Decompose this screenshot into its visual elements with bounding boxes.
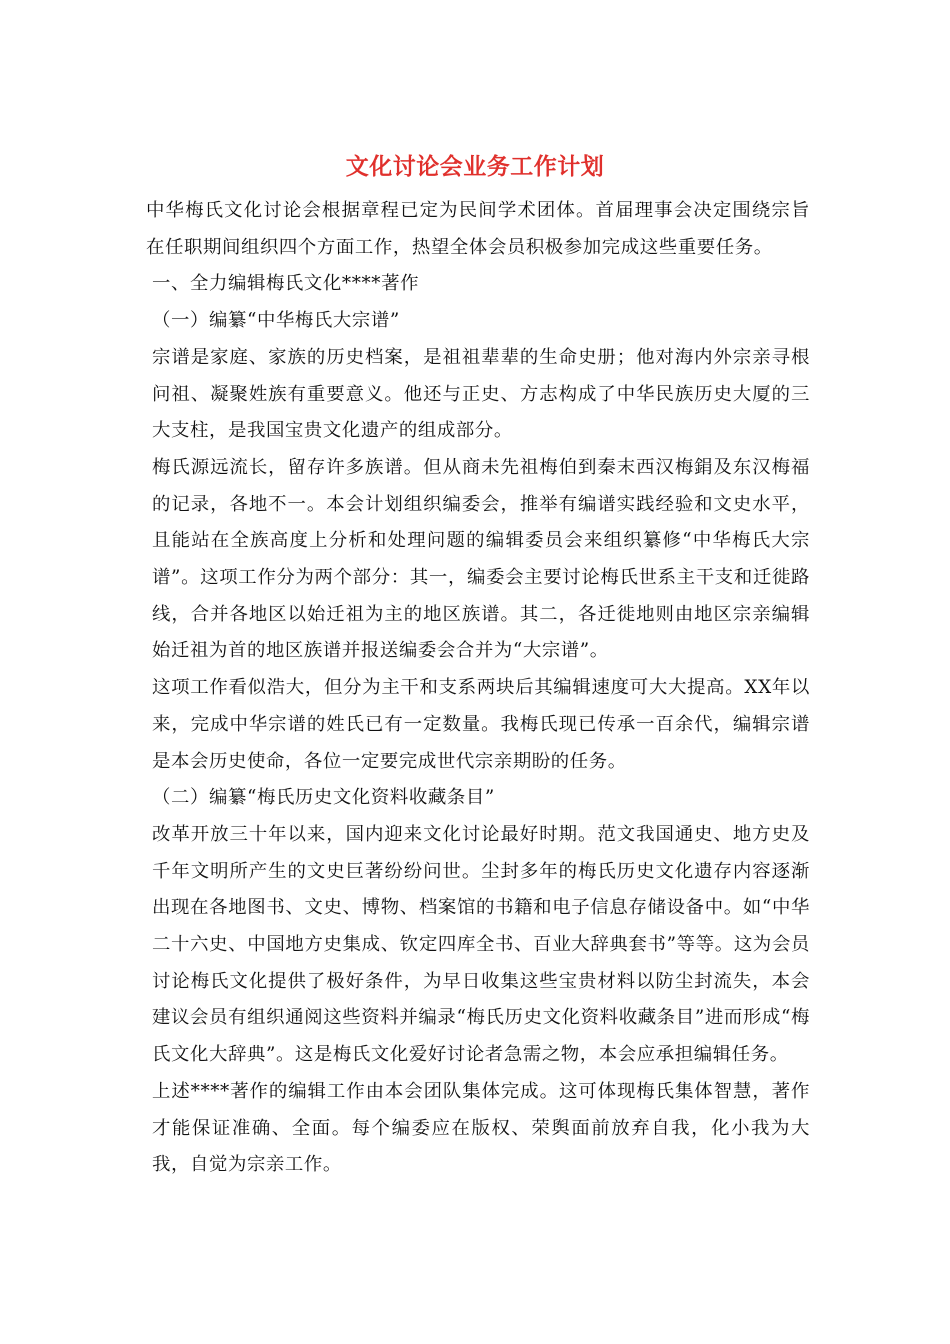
document-title: 文化讨论会业务工作计划 (345, 153, 605, 180)
subsection-heading-1: （一）编纂“中华梅氏大宗谱” (152, 310, 400, 332)
body-paragraph: 这项工作看似浩大，但分为主干和支系两块后其编辑速度可大大提高。XX年以来，完成中华宗谱的姓氏已有一定数量。我梅氏现已传承一百余代，编辑宗谱是本会历史使命，各位一定要完成世代宗亲期盼的任务。 (152, 677, 810, 772)
section-heading-1: 一、全力编辑梅氏文化****著作 (152, 273, 420, 295)
document-body (146, 193, 810, 1184)
body-paragraph: 改革开放三十年以来，国内迎来文化讨论最好时期。范文我国通史、地方史及千年文明所产生的文史巨著纷纷问世。尘封多年的梅氏历史文化遗存内容逐渐出现在各地图书、文史、博物、档案馆的书籍和电子信息存储设备中。如“中华二十六史、中国地方史集成、钦定四库全书、百业大辞典套书”等等。这为会员讨论梅氏文化提供了极好条件，为早日收集这些宝贵材料以防尘封流失，本会建议会员有组织通阅这些资料并编录“梅氏历史文化资料收藏条目”进而形成“梅氏文化大辞典”。这是梅氏文化爱好讨论者急需之物，本会应承担编辑任务。 (152, 823, 810, 1066)
subsection-heading-2: （二）编纂“梅氏历史文化资料收藏条目” (152, 787, 495, 809)
body-paragraph: 上述****著作的编辑工作由本会团队集体完成。这可体现梅氏集体智慧，著作才能保证准确、全面。每个编委应在版权、荣舆面前放弃自我，化小我为大我，自觉为宗亲工作。 (152, 1080, 810, 1176)
body-paragraph: 宗谱是家庭、家族的历史档案，是祖祖辈辈的生命史册；他对海内外宗亲寻根问祖、凝聚姓族有重要意义。他还与正史、方志构成了中华民族历史大厦的三大支柱，是我国宝贵文化遗产的组成部分。 (152, 346, 810, 442)
intro-paragraph: 中华梅氏文化讨论会根据章程已定为民间学术团体。首届理事会决定围绕宗旨在任职期间组织四个方面工作，热望全体会员积极参加完成这些重要任务。 (146, 200, 810, 258)
body-paragraph: 梅氏源远流长，留存许多族谱。但从商未先祖梅伯到秦末西汉梅鋗及东汉梅福的记录，各地不一。本会计划组织编委会，推举有编谱实践经验和文史水平，且能站在全族高度上分析和处理问题的编辑委员会来组织纂修“中华梅氏大宗谱”。这项工作分为两个部分：其一，编委会主要讨论梅氏世系主干支和迁徙路线，合并各地区以始迁祖为主的地区族谱。其二，各迁徙地则由地区宗亲编辑始迁祖为首的地区族谱并报送编委会合并为“大宗谱”。 (152, 456, 810, 662)
